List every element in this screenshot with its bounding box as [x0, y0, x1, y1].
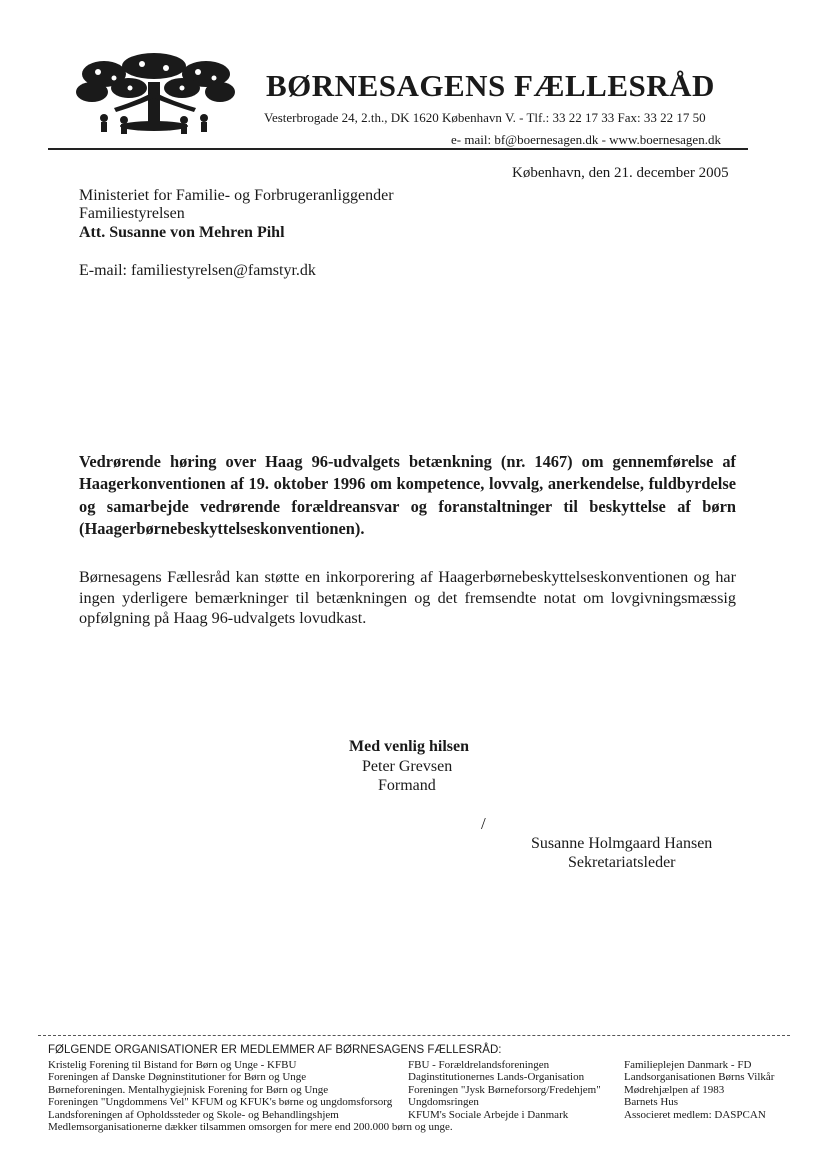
member-organization: Kristelig Forening til Bistand for Børn og Unge - KFBU — [48, 1059, 297, 1071]
signature-slash: / — [481, 814, 486, 833]
footer-members-column-1 — [48, 1059, 392, 1121]
footer-divider — [38, 1035, 790, 1036]
organization-address: Vesterbrogade 24, 2.th., DK 1620 København V. - Tlf.: 33 22 17 33 Fax: 33 22 17 50 — [264, 110, 706, 125]
letter-date: København, den 21. december 2005 — [512, 165, 729, 181]
member-organization: Mødrehjælpen af 1983 — [624, 1083, 725, 1096]
member-organization: Foreningen "Ungdommens Vel" KFUM og KFUK's børne og ungdomsforsorg — [48, 1096, 393, 1109]
member-organization: Landsorganisationen Børns Vilkår — [624, 1071, 775, 1084]
signer-chair-title: Formand — [378, 777, 436, 794]
signer-secretariat-title: Sekretariatsleder — [568, 854, 676, 871]
member-organization: Foreningen "Jysk Børneforsorg/Fredehjem" — [408, 1083, 601, 1096]
member-organization: Barnets Hus — [624, 1096, 679, 1109]
recipient-ministry: Ministeriet for Familie- og Forbrugeranliggender — [79, 187, 394, 204]
member-organization: Daginstitutionernes Lands-Organisation — [408, 1071, 585, 1084]
letter-subject: Vedrørende høring over Haag 96-udvalgets betænkning (nr. 1467) om gennemførelse af Haagerkonventionen af 19. oktober 1996 om kompetence, lovvalg, anerkendelse, fuldbyrdelse og samarbejde vedrørende forældreansvar og foranstaltninger til beskyttelse af børn (Haagerbørnebeskyttelseskonventionen). — [79, 452, 736, 538]
footer-members-column-2 — [408, 1059, 601, 1121]
member-organization: KFUM's Sociale Arbejde i Danmark — [408, 1108, 569, 1121]
member-organization: Børneforeningen. Mentalhygiejnisk Forening for Børn og Unge — [48, 1083, 329, 1096]
tree-logo-icon — [74, 52, 236, 138]
member-organization: FBU - Forældrelandsforeningen — [408, 1059, 550, 1071]
closing-greeting: Med venlig hilsen — [349, 738, 470, 755]
recipient-agency: Familiestyrelsen — [79, 205, 185, 222]
member-organization: Ungdomsringen — [408, 1096, 479, 1109]
recipient-email: E-mail: familiestyrelsen@famstyr.dk — [79, 262, 316, 279]
member-organization: Foreningen af Danske Døgninstitutioner for Børn og Unge — [48, 1071, 307, 1084]
header-divider — [48, 148, 748, 150]
member-organization: Familieplejen Danmark - FD — [624, 1059, 752, 1071]
organization-contact: e- mail: bf@boernesagen.dk - www.boernesagen.dk — [451, 132, 721, 147]
recipient-attention: Att. Susanne von Mehren Pihl — [79, 224, 285, 241]
signer-chair-name: Peter Grevsen — [362, 758, 453, 775]
member-organization: Landsforeningen af Opholdssteder og Skole- og Behandlingshjem — [48, 1108, 339, 1121]
member-organization: Associeret medlem: DASPCAN — [624, 1108, 766, 1121]
footer-note: Medlemsorganisationerne dækker tilsammen omsorgen for mere end 200.000 børn og unge. — [48, 1121, 453, 1133]
footer-heading: FØLGENDE ORGANISATIONER ER MEDLEMMER AF BØRNESAGENS FÆLLESRÅD: — [48, 1044, 502, 1056]
organization-name: BØRNESAGENS FÆLLESRÅD — [266, 68, 715, 103]
footer-members-column-3 — [624, 1059, 774, 1121]
signer-secretariat-name: Susanne Holmgaard Hansen — [531, 835, 713, 852]
letter-body: Børnesagens Fællesråd kan støtte en inkorporering af Haagerbørnebeskyttelseskonventionen og har ingen yderligere bemærkninger til betænkningen og det fremsendte notat om lovgivningsmæssig opfølgning på Haag 96-udvalgets lovudkast. — [79, 568, 736, 627]
